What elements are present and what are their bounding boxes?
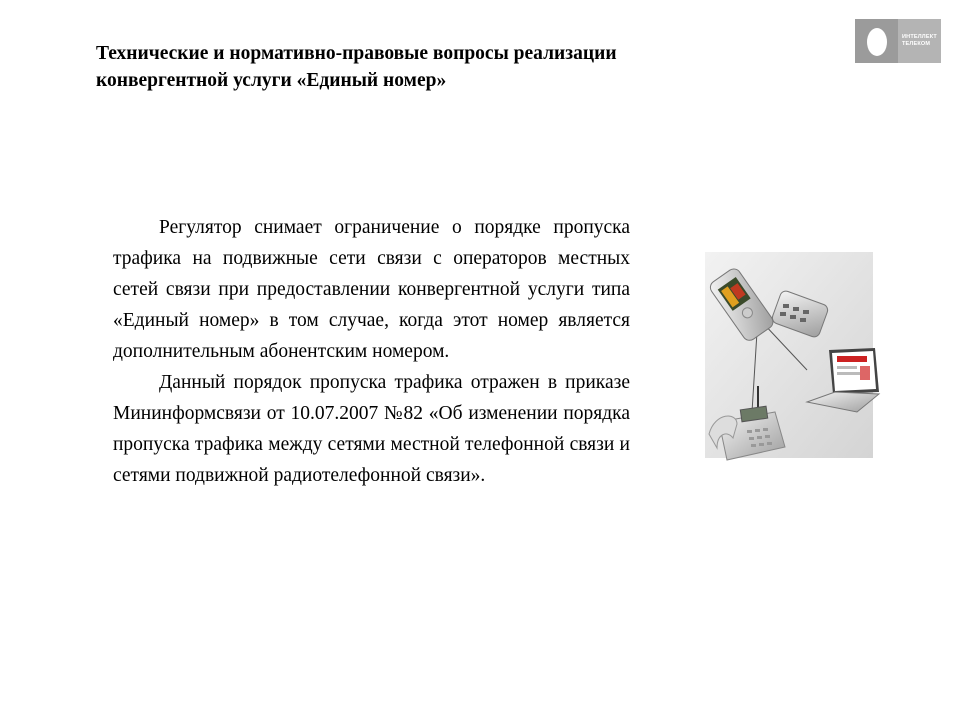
mobile-laptop-desk-phone-convergence-icon — [697, 252, 882, 464]
logo-wordmark — [898, 19, 941, 63]
logo-text-line-1: ИНТЕЛЛЕКТ — [902, 34, 937, 40]
egg-logo-icon — [855, 19, 898, 63]
body-paragraph-1: Регулятор снимает ограничение о порядке пропуска трафика на подвижные сети связи с операторов местных сетей связи при предоставлении конвергентной услуги типа «Единый номер» в том случае, когда этот номер является дополнительным абонентским номером. — [113, 217, 630, 362]
logo-text-line-2: ТЕЛЕКОМ — [902, 41, 931, 47]
body-paragraph-2: Данный порядок пропуска трафика отражен в приказе Мининформсвязи от 10.07.2007 №82 «Об изменении порядка пропуска трафика между сетями местной телефонной связи и сетями подвижной радиотелефонной связи». — [113, 372, 630, 486]
slide-body — [113, 212, 630, 491]
convergence-illustration — [697, 252, 882, 464]
slide-title-line-1: Технические и нормативно-правовые вопросы реализации — [96, 43, 617, 64]
slide-title-line-2: конвергентной услуги «Единый номер» — [96, 70, 447, 91]
slide-title — [96, 40, 736, 94]
company-logo — [855, 19, 941, 63]
